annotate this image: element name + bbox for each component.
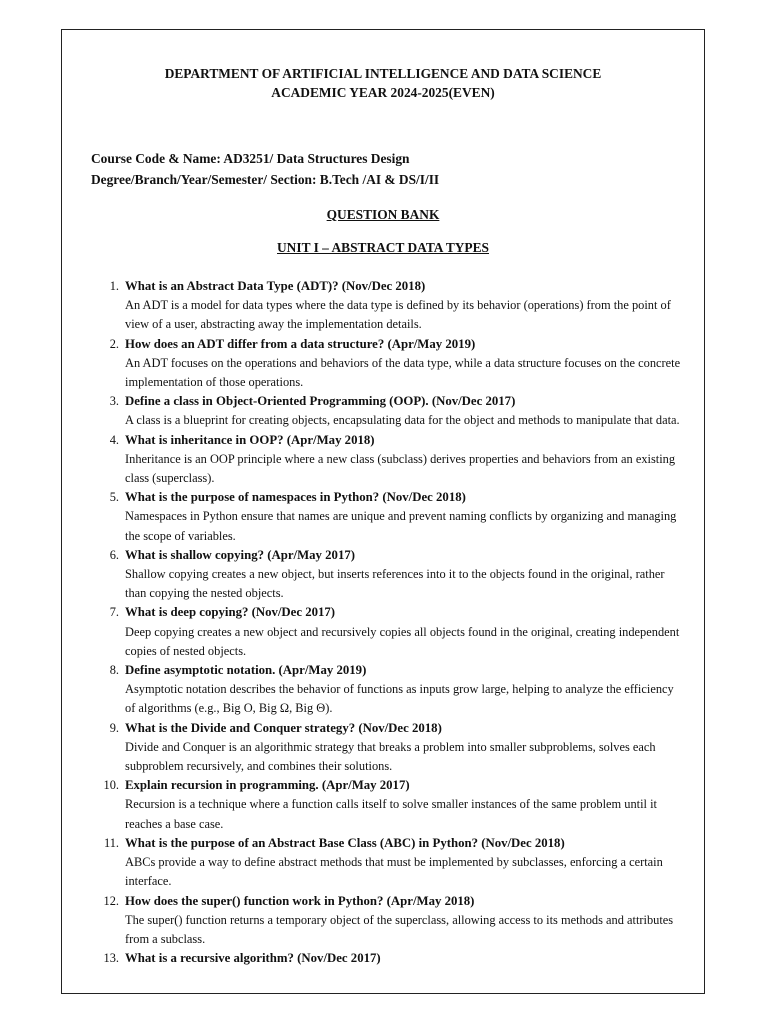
question-text: What is shallow copying? (Apr/May 2017): [125, 547, 356, 562]
question-item-4: [61, 431, 705, 489]
question-text: What is deep copying? (Nov/Dec 2017): [125, 605, 336, 620]
answer-text: Namespaces in Python ensure that names are unique and prevent naming conflicts by organizing and managing the scope of variables.: [125, 509, 677, 543]
answer-text: Recursion is a technique where a function calls itself to solve smaller instances of the same problem until it reaches a base case.: [125, 797, 657, 831]
question-number: 5.: [109, 490, 119, 505]
answer-text: Deep copying creates a new object and recursively copies all objects found in the original, creating independent copies of nested objects.: [125, 624, 680, 658]
answer-text: An ADT focuses on the operations and behaviors of the data type, while a data structure focuses on the concrete implementation of those operations.: [125, 355, 681, 390]
question-item-11: [61, 834, 705, 892]
question-item-6: [61, 546, 705, 604]
question-number: 2.: [109, 336, 119, 351]
question-text: Define a class in Object-Oriented Programming (OOP). (Nov/Dec 2017): [125, 394, 516, 409]
question-number: 10.: [103, 778, 119, 793]
question-item-12: [61, 892, 705, 950]
question-number: 6.: [109, 547, 119, 562]
question-text: Explain recursion in programming. (Apr/May 2017): [125, 778, 410, 793]
question-item-1: [61, 277, 705, 335]
answer-text: An ADT is a model for data types where the data type is defined by its behavior (operations) from the point of view of a user, abstracting away the implementation details.: [125, 298, 671, 332]
question-item-3: [61, 392, 705, 430]
question-number: 11.: [103, 835, 119, 850]
question-number: 3.: [109, 394, 119, 409]
question-item-13: [61, 949, 705, 968]
question-text: What is the purpose of namespaces in Python? (Nov/Dec 2018): [125, 490, 466, 505]
question-text: What is the purpose of an Abstract Base Class (ABC) in Python? (Nov/Dec 2018): [125, 835, 565, 850]
question-item-7: [61, 603, 705, 661]
question-text: What is the Divide and Conquer strategy? (Nov/Dec 2018): [125, 720, 442, 735]
question-item-8: [61, 661, 705, 719]
answer-text: Asymptotic notation describes the behavior of functions as inputs grow large, helping to analyze the efficiency of algorithms (e.g., Big O, Big Ω, Big Θ).: [125, 682, 674, 716]
question-text: What is an Abstract Data Type (ADT)? (Nov/Dec 2018): [125, 279, 426, 293]
question-text: Define asymptotic notation. (Apr/May 2019): [125, 663, 367, 678]
question-number: 12.: [103, 893, 119, 908]
answer-text: A class is a blueprint for creating objects, encapsulating data for the object and methods to manipulate that data.: [125, 413, 680, 428]
question-number: 8.: [109, 663, 119, 678]
question-item-10: [61, 776, 705, 834]
question-item-2: [61, 335, 705, 393]
degree-info: Degree/Branch/Year/Semester/ Section: B.Tech /AI & DS/I/II: [91, 172, 440, 187]
unit-title: UNIT I – ABSTRACT DATA TYPES: [277, 240, 489, 255]
question-number: 4.: [109, 432, 119, 447]
answer-text: Inheritance is an OOP principle where a new class (subclass) derives properties and behaviors from an existing class (superclass).: [125, 451, 676, 486]
question-item-9: [61, 719, 705, 777]
course-info: [91, 148, 439, 190]
answer-text: The super() function returns a temporary object of the superclass, allowing access to its methods and attributes from a subclass.: [125, 912, 674, 946]
question-text: What is a recursive algorithm? (Nov/Dec 2017): [125, 951, 381, 966]
academic-year: ACADEMIC YEAR 2024-2025(EVEN): [271, 85, 495, 100]
document-header: [61, 64, 705, 102]
question-list: [61, 277, 705, 968]
question-bank-title: QUESTION BANK: [326, 207, 440, 222]
department-title: DEPARTMENT OF ARTIFICIAL INTELLIGENCE AND DATA SCIENCE: [164, 66, 602, 81]
question-text: How does the super() function work in Python? (Apr/May 2018): [125, 893, 475, 908]
course-code-name: Course Code & Name: AD3251/ Data Structures Design: [91, 151, 410, 166]
answer-text: Shallow copying creates a new object, but inserts references into it to the objects found in the original, rather than copying the nested objects.: [125, 567, 665, 601]
question-number: 1.: [109, 279, 119, 293]
question-text: How does an ADT differ from a data structure? (Apr/May 2019): [125, 336, 476, 351]
question-number: 9.: [109, 720, 119, 735]
answer-text: ABCs provide a way to define abstract methods that must be implemented by subclasses, enforcing a certain interface.: [125, 855, 663, 889]
question-number: 7.: [109, 605, 119, 620]
question-text: What is inheritance in OOP? (Apr/May 2018): [125, 432, 375, 447]
question-number: 13.: [103, 951, 119, 966]
answer-text: Divide and Conquer is an algorithmic strategy that breaks a problem into smaller subproblems, solves each subproblem recursively, and combines their solutions.: [125, 739, 656, 774]
question-item-5: [61, 488, 705, 546]
